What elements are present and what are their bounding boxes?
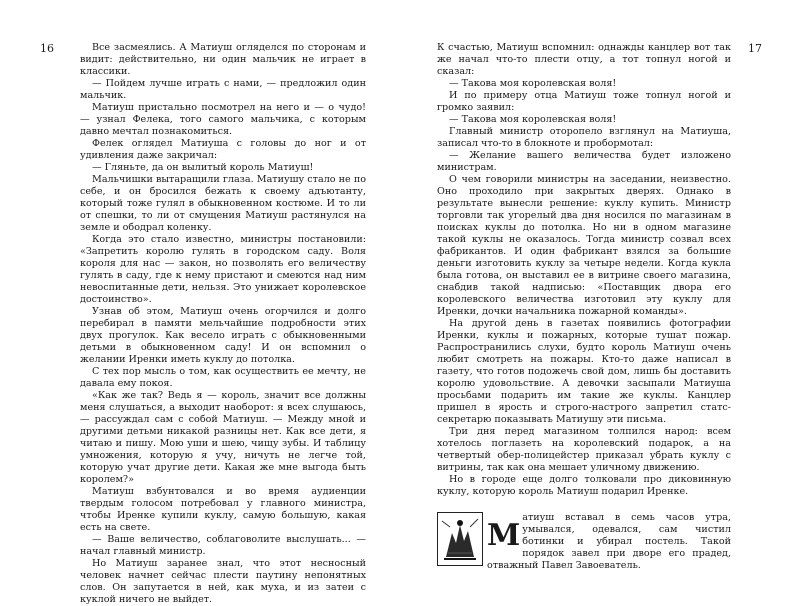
paragraph: — Ваше величество, соблаговолите выслушать... — начал главный министр. (80, 534, 366, 557)
left-page-text (80, 42, 366, 606)
paragraph: К счастью, Матиуш вспомнил: однажды канцлер вот так же начал что-то плести отцу, а тот топнул ногой и сказал: (437, 42, 731, 77)
paragraph: На другой день в газетах появились фотографии Иренки, куклы и пожарных, которые тушат пожар. Распространились слухи, будто король Матиуш очень любит смотреть на пожары. Кто-то даже написал в газету, что готов подожечь свой дом, лишь бы доставить королю удовольствие. А девочки засыпали Матиуша просьбами подарить им такие же куклы. Канцлер пришел в ярость и строго-настрого запретил статс-секретарю показывать Матиушу эти письма. (437, 318, 731, 425)
ink-sketch-icon (438, 513, 482, 565)
paragraph: О чем говорили министры на заседании, неизвестно. Оно проходило при закрытых дверях. Однако в результате вынесли решение: куклу купить. Министр торговли так угорелый два дня носился по магазинам в поисках куклы до потолка. Но ни в одном магазине такой куклы не оказалось. Тогда министр созвал всех фабрикантов. И один фабрикант взялся за большие деньги изготовить куклу за четыре недели. Когда кукла была готова, он выставил ее в витрине своего магазина, снабдив такой надписью: «Поставщик двора его королевского величества изготовил эту куклу для Иренки, дочки начальника пожарной команды». (437, 174, 731, 317)
paragraph: Главный министр оторопело взглянул на Матиуша, записал что-то в блокноте и пробормотал: (437, 126, 731, 149)
paragraph: И по примеру отца Матиуш тоже топнул ногой и громко заявил: (437, 90, 731, 113)
chapter-first-paragraph: атиуш вставал в семь часов утра, умывался, одевался, сам чистил ботинки и убирал постель. Такой порядок завел при дворе его прадед, отважный Павел Завоеватель. (487, 512, 731, 571)
page-number-left: 16 (40, 42, 54, 55)
paragraph: — Такова моя королевская воля! (449, 114, 617, 125)
paragraph: — Такова моя королевская воля! (449, 78, 617, 89)
paragraph: Фелек оглядел Матиуша с головы до ног и от удивления даже закричал: (80, 138, 366, 161)
drop-cap-letter: М (487, 518, 521, 553)
paragraph: Матиуш взбунтовался и во время аудиенции твердым голосом потребовал у главного министра, чтобы Иренке купили куклу, самую большую, какая есть на свете. (80, 486, 366, 533)
paragraph: Но в городе еще долго толковали про диковинную куклу, которую король Матиуш подарил Иренке. (437, 474, 731, 497)
paragraph: Мальчишки вытаращили глаза. Матиушу стало не по себе, и он бросился бежать к своему адъютанту, который тоже гулял в обыкновенном костюме. И то ли от спешки, то ли от смущения Матиуш растянулся на земле и ободрал коленку. (80, 174, 366, 233)
paragraph: Матиуш пристально посмотрел на него и — о чудо! — узнал Фелека, того самого мальчика, с которым давно мечтал познакомиться. (80, 102, 366, 137)
paragraph: — Желание вашего величества будет изложено министрам. (437, 150, 731, 173)
paragraph: Когда это стало известно, министры постановили: «Запретить королю гулять в городском саду. Воля короля для нас — закон, но позволять его величеству гулять в саду, где к нему пристают и смеются над ним невоспитанные дети, нельзя. Это унижает королевское достоинство». (80, 234, 366, 305)
paragraph: — Пойдем лучше играть с нами, — предложил один мальчик. (80, 78, 366, 101)
paragraph: Три дня перед магазином толпился народ: всем хотелось поглазеть на королевский подарок, а на четвертый обер-полицейстер приказал убрать куклу с витрины, так как она мешает уличному движению. (437, 426, 731, 473)
chapter-illustration (437, 512, 483, 566)
right-page-text (437, 42, 731, 572)
paragraph: С тех пор мысль о том, как осуществить ее мечту, не давала ему покоя. (80, 366, 366, 389)
paragraph: Узнав об этом, Матиуш очень огорчился и долго перебирал в памяти мельчайшие подробности этих двух прогулок. Как весело играть с обыкновенными детьми в обыкновенном саду! И он вспомнил о желании Иренки иметь куклу до потолка. (80, 306, 366, 365)
page-number-right: 17 (748, 42, 762, 55)
chapter-opening (437, 512, 731, 572)
paragraph: — Гляньте, да он вылитый король Матиуш! (92, 162, 314, 173)
paragraph: Все засмеялись. А Матиуш огляделся по сторонам и видит: действительно, ни один мальчик не играет в классики. (80, 42, 366, 77)
paragraph: «Как же так? Ведь я — король, значит все должны меня слушаться, а выходит наоборот: я всех слушаюсь, — рассуждал сам с собой Матиуш. — Между мной и другими детьми никакой разницы нет. Как все дети, я читаю и пишу. Мою уши и шею, чищу зубы. И таблицу умножения, которую я учу, ничуть не легче той, которую учат другие дети. Какая же мне выгода быть королем?» (80, 390, 366, 485)
paragraph: Но Матиуш заранее знал, что этот несносный человек начнет сейчас плести паутину непонятных слов. Он запутается в ней, как муха, и из затеи с куклой ничего не выйдет. (80, 558, 366, 605)
